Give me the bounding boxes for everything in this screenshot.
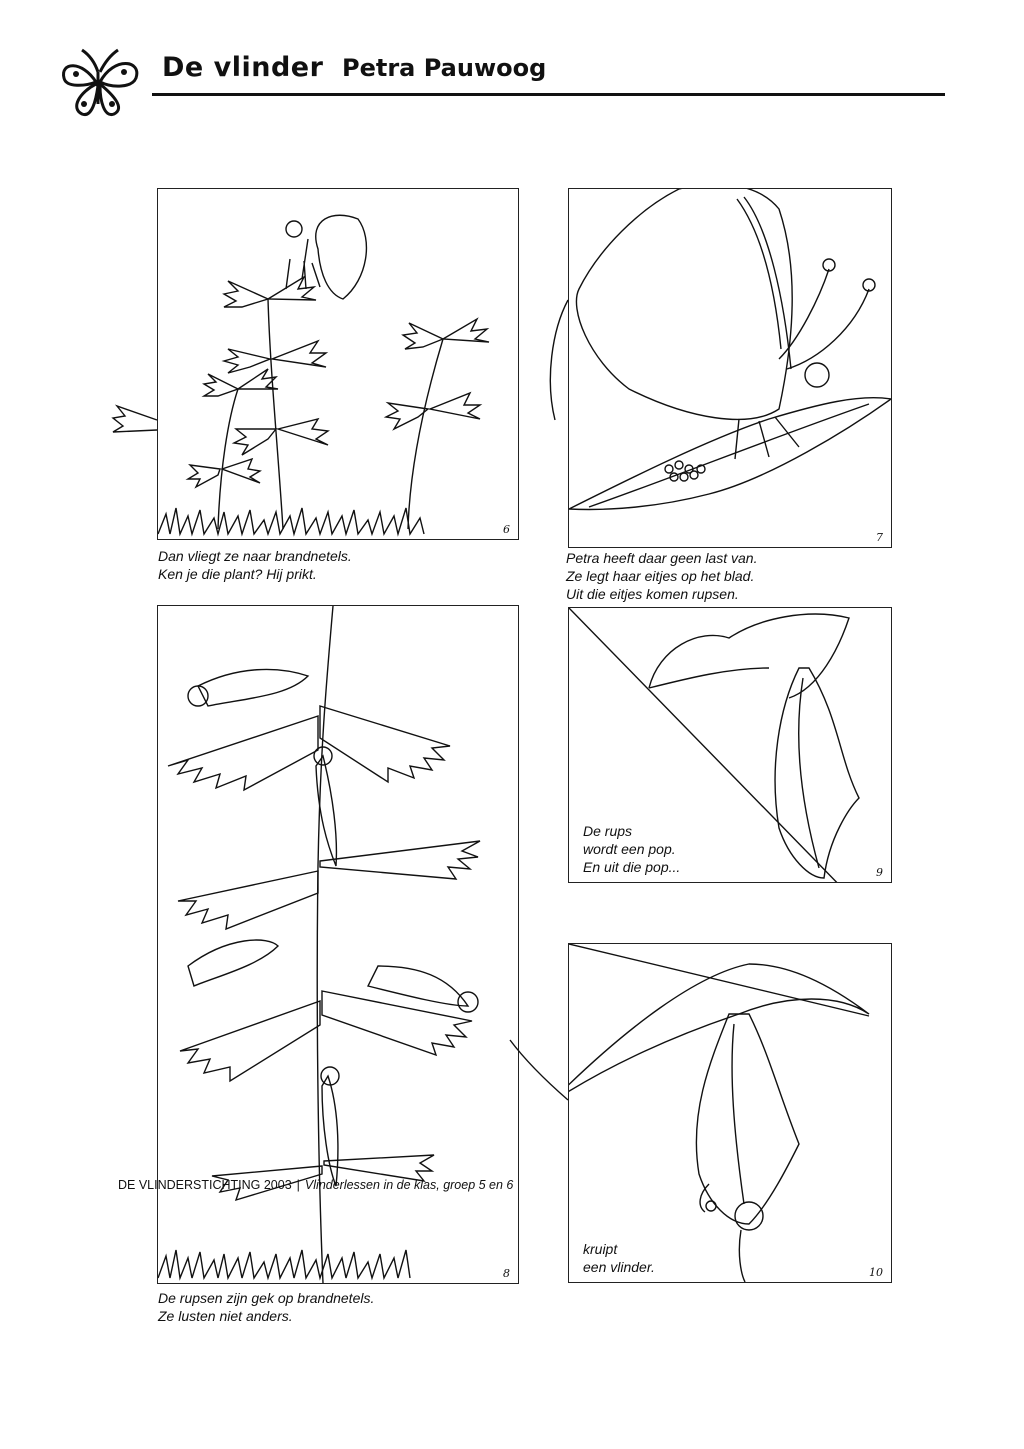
nettle-plants-illustration	[158, 189, 518, 539]
butterfly-laying-eggs-illustration	[569, 189, 891, 547]
page-subtitle: Petra Pauwoog	[342, 54, 547, 82]
page-header	[0, 0, 1024, 110]
panel-7-caption: Petra heeft daar geen last van. Ze legt haar eitjes op het blad. Uit die eitjes komen rupsen.	[566, 550, 758, 602]
panel-number: 9	[876, 866, 883, 879]
panel-9-caption: De rups wordt een pop. En uit die pop...	[583, 823, 681, 875]
footer-series: Vlinderlessen in de klas, groep 5 en 6	[304, 1178, 514, 1192]
header-rule	[152, 93, 945, 96]
panel-6-caption: Dan vliegt ze naar brandnetels. Ken je die plant? Hij prikt.	[158, 548, 352, 582]
panel-number: 10	[869, 1266, 883, 1279]
panel-number: 6	[503, 523, 510, 536]
butterfly-icon	[52, 42, 148, 122]
panel-number: 8	[503, 1267, 510, 1280]
page-title: De vlinder	[162, 52, 324, 83]
footer-org: DE VLINDERSTICHTING 2003	[118, 1178, 292, 1192]
panel-7-illustration	[568, 188, 892, 548]
panel-10-caption: kruipt een vlinder.	[583, 1241, 655, 1275]
panel-number: 7	[876, 531, 883, 544]
panel-8-caption: De rupsen zijn gek op brandnetels. Ze lusten niet anders.	[158, 1290, 375, 1324]
panel-6-illustration	[157, 188, 519, 540]
butterfly-emerging-illustration	[569, 944, 891, 1282]
footer-separator: |	[296, 1178, 300, 1192]
panel-10-illustration	[568, 943, 892, 1283]
page-footer	[118, 1178, 513, 1192]
panel-9-illustration	[568, 607, 892, 883]
